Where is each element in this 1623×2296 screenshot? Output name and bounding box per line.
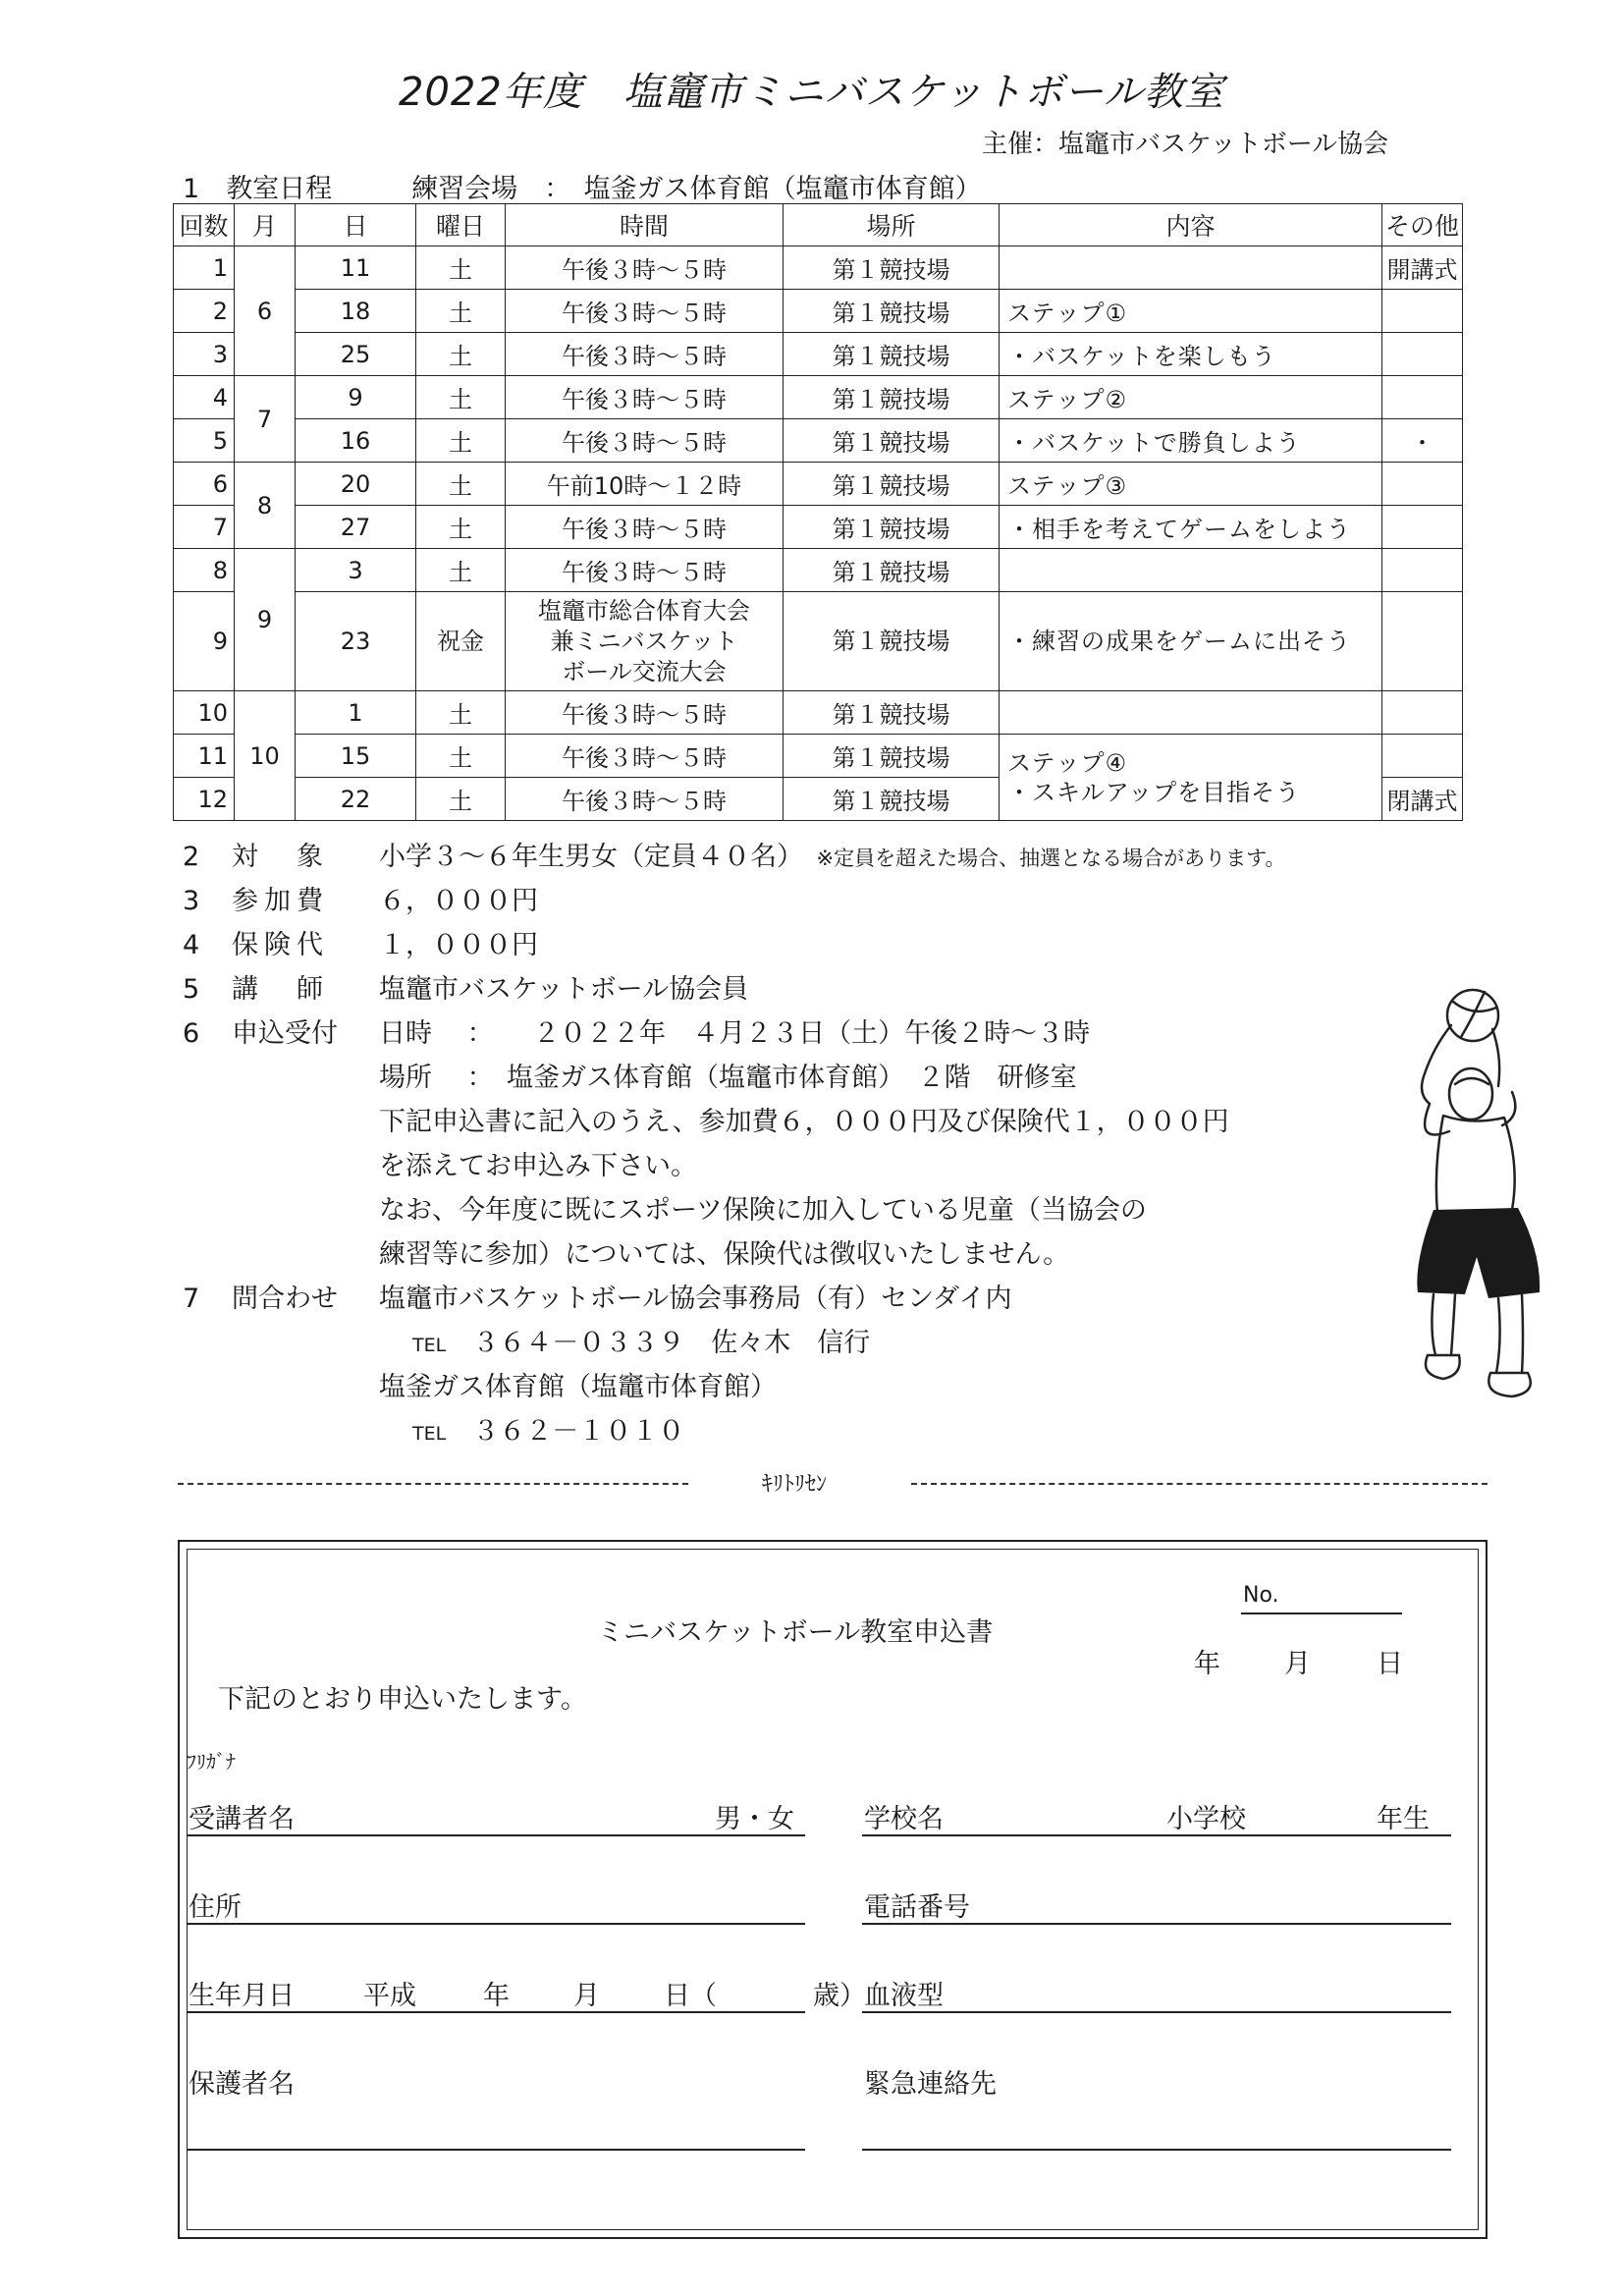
item-contact (183, 1277, 1012, 1315)
session-number: 12 (174, 778, 235, 821)
basketball-player-illustration (1375, 978, 1581, 1400)
time-cell: 午後３時～５時 (506, 290, 784, 333)
session-number: 7 (174, 506, 235, 549)
session-number: 9 (174, 592, 235, 691)
birthdate-field[interactable] (187, 2011, 805, 2013)
section-1-number: 1 (183, 174, 200, 204)
table-row (174, 549, 1463, 592)
session-number: 8 (174, 549, 235, 592)
place-cell: 第１競技場 (784, 376, 1000, 419)
gender-select[interactable]: 男・女 (715, 1804, 794, 1834)
application-text-line: なお、今年度に既にスポーツ保険に加入している児童（当協会の (379, 1195, 1147, 1226)
other-cell (1382, 506, 1463, 549)
table-header-row (174, 204, 1463, 246)
weekday-cell: 土 (416, 376, 506, 419)
form-number-field[interactable] (1241, 1613, 1402, 1614)
day-cell: 25 (296, 333, 416, 376)
application-text-line: 練習等に参加）については、保険代は徴収いたしません。 (379, 1239, 1070, 1270)
application-text-line: 下記申込書に記入のうえ、参加費６，０００円及び保険代１，０００円 (379, 1107, 1229, 1137)
time-cell: 午後３時～５時 (506, 778, 784, 821)
table-row (174, 333, 1463, 376)
other-cell: 閉講式 (1382, 778, 1463, 821)
item-number: 6 (183, 1018, 200, 1049)
application-date-label: 日時 (379, 1018, 432, 1049)
address-field[interactable] (187, 1923, 805, 1925)
tel-label: TEL (412, 1423, 447, 1445)
application-place: 塩釜ガス体育館（塩竈市体育館） ２階 研修室 (507, 1063, 1077, 1093)
elementary-label: 小学校 (1166, 1804, 1246, 1834)
contact-tel: ３６４－０３３９ 佐々木 信行 (472, 1328, 871, 1358)
place-cell: 第１競技場 (784, 290, 1000, 333)
session-number: 3 (174, 333, 235, 376)
emergency-contact-field[interactable] (862, 2149, 1451, 2151)
birth-day-label: 日（ (664, 1981, 717, 2011)
table-row (174, 246, 1463, 290)
item-label: 講 師 (232, 974, 329, 1005)
other-cell (1382, 376, 1463, 419)
item-value: 塩竈市バスケットボール協会員 (379, 974, 749, 1005)
contact-tel-line (412, 1409, 684, 1448)
item-label: 問合わせ (232, 1284, 338, 1314)
table-row (174, 735, 1463, 778)
application-date: ２０２２年 ４月２３日（土）午後２時～３時 (533, 1018, 1091, 1049)
weekday-cell: 土 (416, 778, 506, 821)
session-number: 4 (174, 376, 235, 419)
table-row (174, 463, 1463, 506)
cut-line-right (911, 1483, 1488, 1485)
item-number: 5 (183, 974, 200, 1005)
weekday-cell: 土 (416, 463, 506, 506)
table-row (174, 691, 1463, 735)
header-place: 場所 (784, 204, 1000, 246)
place-cell: 第１競技場 (784, 691, 1000, 735)
venue-colon: ： (544, 174, 558, 204)
emergency-contact-label: 緊急連絡先 (864, 2069, 997, 2100)
form-title: ミニバスケットボール教室申込書 (597, 1617, 994, 1648)
blood-type-field[interactable] (862, 2011, 1451, 2013)
table-row (174, 376, 1463, 419)
content-cell: ステップ① (1000, 290, 1382, 333)
table-row (174, 419, 1463, 463)
age-label: 歳） (813, 1981, 866, 2011)
form-intro: 下記のとおり申込いたします。 (218, 1684, 587, 1715)
day-cell: 1 (296, 691, 416, 735)
weekday-cell: 土 (416, 290, 506, 333)
tel-label: TEL (412, 1335, 447, 1356)
item-label: 保険代 (232, 930, 329, 960)
session-number: 5 (174, 419, 235, 463)
phone-label: 電話番号 (864, 1892, 970, 1923)
header-other: その他 (1382, 204, 1463, 246)
time-line: 塩竈市総合体育大会 (538, 596, 750, 625)
school-label: 学校名 (864, 1804, 944, 1834)
session-number: 2 (174, 290, 235, 333)
schedule-table (173, 203, 1463, 821)
month-cell: 7 (235, 376, 296, 463)
time-cell: 午後３時～５時 (506, 376, 784, 419)
form-date-year: 年 (1194, 1649, 1220, 1679)
birth-year-label: 年 (483, 1981, 510, 2011)
other-cell (1382, 735, 1463, 778)
section-1-label: 教室日程 (226, 174, 333, 204)
phone-field[interactable] (862, 1923, 1451, 1925)
cut-line-left (178, 1483, 688, 1485)
day-cell: 20 (296, 463, 416, 506)
month-cell: 9 (235, 549, 296, 691)
item-application (183, 1011, 1090, 1050)
time-cell (506, 592, 784, 691)
other-cell (1382, 691, 1463, 735)
step4-desc: ・スキルアップを目指そう (1007, 778, 1301, 806)
colon: ： (466, 1018, 481, 1049)
day-cell: 9 (296, 376, 416, 419)
time-cell: 午前10時～１２時 (506, 463, 784, 506)
day-cell: 27 (296, 506, 416, 549)
table-row (174, 592, 1463, 691)
time-cell: 午後３時～５時 (506, 333, 784, 376)
session-number: 11 (174, 735, 235, 778)
item-number: 7 (183, 1284, 200, 1314)
application-place-line (379, 1056, 1077, 1094)
item-value: ６，０００円 (379, 886, 538, 916)
day-cell: 11 (296, 246, 416, 290)
session-number: 10 (174, 691, 235, 735)
grade-label: 年生 (1377, 1804, 1430, 1834)
content-cell (1000, 549, 1382, 592)
organizer: 主催：塩竈市バスケットボール協会 (982, 130, 1389, 159)
day-cell: 16 (296, 419, 416, 463)
content-cell: ・相手を考えてゲームをしよう (1000, 506, 1382, 549)
item-number: 4 (183, 930, 200, 960)
header-month: 月 (235, 204, 296, 246)
address-label: 住所 (189, 1892, 242, 1923)
birth-month-label: 月 (573, 1981, 600, 2011)
table-row (174, 506, 1463, 549)
venue-name: 塩釜ガス体育館（塩竈市体育館） (583, 174, 982, 204)
time-cell: 午後３時～５時 (506, 691, 784, 735)
content-cell (1000, 691, 1382, 735)
content-cell: ステップ③ (1000, 463, 1382, 506)
time-line: 兼ミニバスケット (550, 627, 738, 655)
school-field[interactable] (862, 1834, 1451, 1836)
place-cell: 第１競技場 (784, 506, 1000, 549)
other-cell (1382, 592, 1463, 691)
month-cell: 6 (235, 246, 296, 376)
weekday-cell: 土 (416, 333, 506, 376)
header-time: 時間 (506, 204, 784, 246)
place-cell: 第１競技場 (784, 463, 1000, 506)
venue-label: 練習会場 (411, 174, 518, 204)
form-date-month: 月 (1284, 1649, 1311, 1679)
time-cell: 午後３時～５時 (506, 246, 784, 290)
application-place-label: 場所 (379, 1063, 432, 1093)
session-number: 6 (174, 463, 235, 506)
contact-org: 塩竈市バスケットボール協会事務局（有）センダイ内 (379, 1284, 1012, 1314)
place-cell: 第１競技場 (784, 419, 1000, 463)
weekday-cell: 土 (416, 246, 506, 290)
place-cell: 第１競技場 (784, 333, 1000, 376)
content-cell: ステップ② (1000, 376, 1382, 419)
page-title: 2022年度 塩竈市ミニバスケットボール教室 (399, 70, 1224, 115)
day-cell: 3 (296, 549, 416, 592)
header-weekday: 曜日 (416, 204, 506, 246)
contact-tel-line (412, 1321, 870, 1359)
content-cell: ・バスケットで勝負しよう (1000, 419, 1382, 463)
header-content: 内容 (1000, 204, 1382, 246)
other-cell: ・ (1382, 419, 1463, 463)
contact-org2: 塩釜ガス体育館（塩竈市体育館） (379, 1372, 777, 1402)
student-name-label: 受講者名 (189, 1804, 295, 1834)
item-number: 3 (183, 886, 200, 916)
capacity-note: ※定員を超えた場合、抽選となる場合があります。 (816, 847, 1286, 870)
header-day: 日 (296, 204, 416, 246)
time-cell: 午後３時～５時 (506, 506, 784, 549)
birthdate-label: 生年月日 (189, 1981, 295, 2011)
other-cell: 開講式 (1382, 246, 1463, 290)
day-cell: 23 (296, 592, 416, 691)
content-cell: ・練習の成果をゲームに出そう (1000, 592, 1382, 691)
colon: ： (466, 1063, 481, 1093)
item-fee (183, 879, 538, 917)
place-cell: 第１競技場 (784, 735, 1000, 778)
place-cell: 第１競技場 (784, 246, 1000, 290)
weekday-cell: 土 (416, 506, 506, 549)
form-date-day: 日 (1377, 1649, 1403, 1679)
place-cell: 第１競技場 (784, 778, 1000, 821)
item-insurance (183, 923, 538, 961)
other-cell (1382, 463, 1463, 506)
step4-title: ステップ④ (1007, 748, 1128, 777)
time-cell: 午後３時～５時 (506, 735, 784, 778)
time-cell: 午後３時～５時 (506, 549, 784, 592)
content-cell (1000, 246, 1382, 290)
era-label: 平成 (363, 1981, 416, 2011)
other-cell (1382, 333, 1463, 376)
contact-tel: ３６２－１０１０ (472, 1416, 685, 1447)
day-cell: 18 (296, 290, 416, 333)
other-cell (1382, 549, 1463, 592)
weekday-cell: 土 (416, 691, 506, 735)
day-cell: 15 (296, 735, 416, 778)
content-cell (1000, 735, 1382, 821)
place-cell: 第１競技場 (784, 549, 1000, 592)
item-label: 参加費 (232, 886, 329, 916)
furigana-label: ﾌﾘｶﾞﾅ (187, 1750, 236, 1774)
item-label: 対 象 (232, 842, 329, 872)
month-cell: 10 (235, 691, 296, 821)
other-cell (1382, 290, 1463, 333)
weekday-cell: 土 (416, 549, 506, 592)
weekday-cell: 土 (416, 735, 506, 778)
item-instructor (183, 967, 748, 1006)
table-row (174, 290, 1463, 333)
item-target (183, 835, 1285, 873)
guardian-field[interactable] (187, 2149, 805, 2151)
weekday-cell: 祝金 (416, 592, 506, 691)
content-cell: ・バスケットを楽しもう (1000, 333, 1382, 376)
section-1-heading (183, 167, 982, 205)
item-value: １，０００円 (379, 930, 538, 960)
time-cell: 午後３時～５時 (506, 419, 784, 463)
time-line: ボール交流大会 (562, 657, 727, 685)
item-value: 小学３～６年生男女（定員４０名） (379, 842, 790, 872)
form-number-label: No. (1243, 1583, 1279, 1608)
month-cell: 8 (235, 463, 296, 549)
weekday-cell: 土 (416, 419, 506, 463)
blood-type-label: 血液型 (864, 1981, 944, 2011)
session-number: 1 (174, 246, 235, 290)
item-number: 2 (183, 842, 200, 872)
student-name-field[interactable] (187, 1834, 805, 1836)
day-cell: 22 (296, 778, 416, 821)
place-cell: 第１競技場 (784, 592, 1000, 691)
guardian-label: 保護者名 (189, 2069, 295, 2100)
application-text-line: を添えてお申込み下さい。 (379, 1151, 697, 1181)
cut-line-label: ｷﾘﾄﾘｾﾝ (762, 1472, 828, 1497)
item-label: 申込受付 (232, 1018, 338, 1049)
header-count: 回数 (174, 204, 235, 246)
